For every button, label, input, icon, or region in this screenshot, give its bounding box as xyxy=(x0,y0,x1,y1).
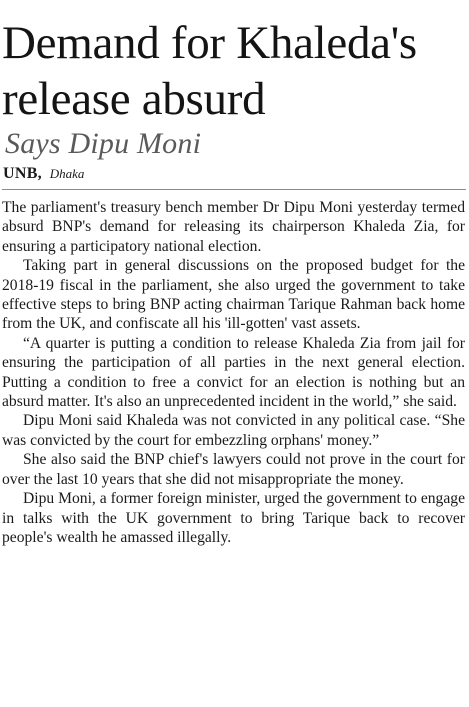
paragraph-6: Dipu Moni, a former foreign minister, urged the government to engage in talks with the UK government to bring Tarique back to recover people's wealth he amassed illegally. xyxy=(2,490,465,546)
paragraph-5: She also said the BNP chief's lawyers could not prove in the court for over the last 10 years that she did not misappropriate the money. xyxy=(2,451,465,488)
paragraph-1: The parliament's treasury bench member Dr Dipu Moni yesterday termed absurd BNP's demand for releasing its chairperson Khaleda Zia, for ensuring a participatory national election. xyxy=(2,199,465,255)
byline-agency: UNB, xyxy=(3,165,42,182)
byline-location: Dhaka xyxy=(49,166,85,181)
paragraph-4: Dipu Moni said Khaleda was not convicted in any political case. “She was convicted by the court for embezzling orphans' money.” xyxy=(2,412,465,449)
subheadline: Says Dipu Moni xyxy=(5,127,202,160)
news-article xyxy=(2,0,464,547)
byline xyxy=(3,165,464,183)
article-body xyxy=(2,198,465,547)
headline: Demand for Khaleda's release absurd xyxy=(2,17,417,125)
byline-divider xyxy=(2,189,466,190)
paragraph-2: Taking part in general discussions on the proposed budget for the 2018-19 fiscal in the parliament, she also urged the government to take effective steps to bring BNP acting chairman Tarique Rahman back home from the UK, and confiscate all his 'ill-gotten' vast assets. xyxy=(2,257,465,333)
paragraph-3: “A quarter is putting a condition to release Khaleda Zia from jail for ensuring the participation of all parties in the next general election. Putting a condition to free a convict for an election is nothing but an absurd matter. It's also an unprecedented incident in the world,” she said. xyxy=(2,334,465,411)
